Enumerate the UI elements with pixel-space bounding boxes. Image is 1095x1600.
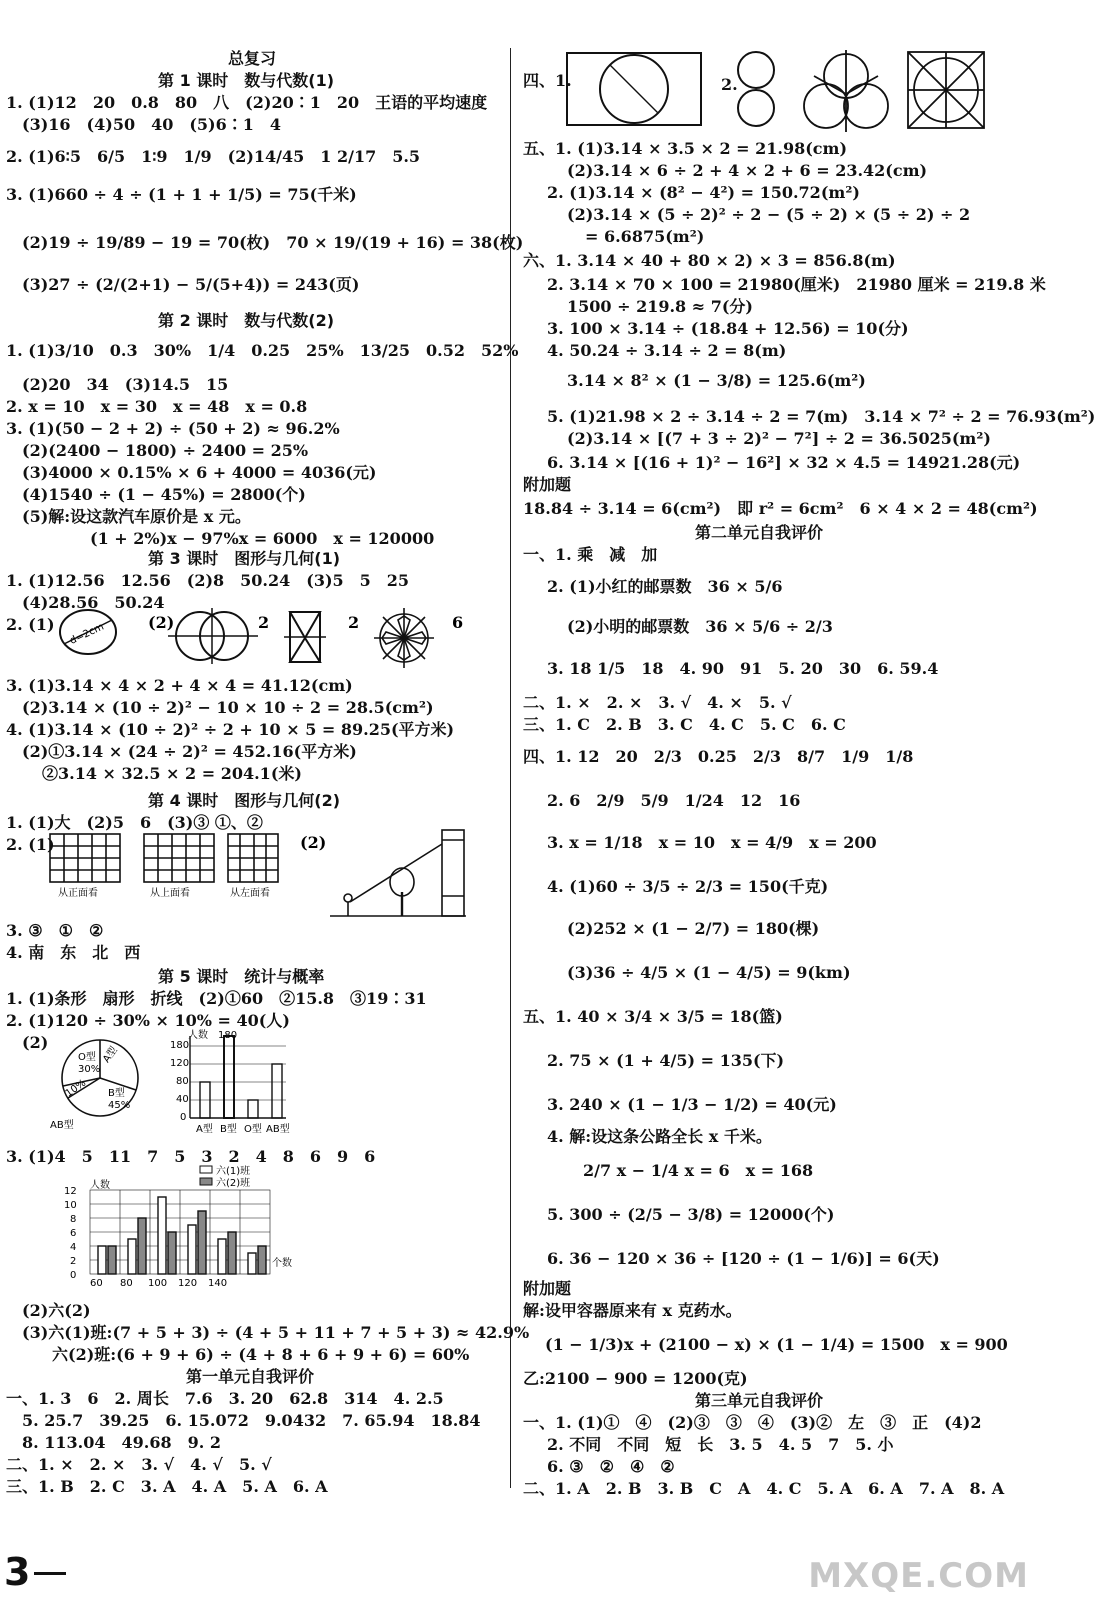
answer-line: 二、1. A 2. B 3. B C A 4. C 5. A 6. A 7. A 8. A [523, 1479, 1005, 1498]
bar-cat-b: B型 [220, 1124, 237, 1135]
svg-text:140: 140 [208, 1278, 228, 1289]
page-number-rule [34, 1572, 66, 1575]
section-heading: 总复习 [228, 49, 277, 68]
answer-line: 五、1. (1)3.14 × 3.5 × 2 = 21.98(cm) [523, 139, 848, 158]
legend-class-1: 六(1)班 [216, 1166, 251, 1177]
answer-line: (3)36 ÷ 4/5 × (1 − 4/5) = 9(km) [567, 963, 851, 982]
answer-line: (4)1540 ÷ (1 − 45%) = 2800(个) [22, 485, 306, 504]
answer-line: 5. 300 ÷ (2/5 − 3/8) = 12000(个) [547, 1205, 835, 1224]
bar-cat-ab: AB型 [266, 1124, 290, 1135]
answer-line: 5. (1)21.98 × 2 ÷ 3.14 ÷ 2 = 7(m) 3.14 × 7² ÷ 2 = 76.93(m²) [547, 407, 1095, 426]
answer-line: (3)16 (4)50 40 (5)6∶1 4 [22, 115, 282, 134]
answer-line: 6. 3.14 × [(16 + 1)² − 16²] × 32 × 4.5 = 14921.28(元) [547, 453, 1021, 472]
answer-line: (2)(2400 − 1800) ÷ 2400 = 25% [22, 441, 309, 460]
left-view-label: 从左面看 [230, 888, 270, 899]
answer-line: 四、1. [523, 71, 572, 90]
answer-line: (3)4000 × 0.15% × 6 + 4000 = 4036(元) [22, 463, 377, 482]
three-view-grids [50, 830, 490, 922]
answer-line: 2. (1)120 ÷ 30% × 10% = 40(人) [6, 1011, 290, 1030]
circle-diameter-figure [60, 610, 116, 654]
pie-pct-ab: 10% [63, 1077, 89, 1100]
answer-line: (1 − 1/3)x + (2100 − x) × (1 − 1/4) = 1500 x = 900 [545, 1335, 1008, 1354]
watermark: MXQE.COM [808, 1556, 1029, 1596]
answer-line: (2)小明的邮票数 36 × 5/6 ÷ 2/3 [567, 617, 833, 636]
answer-line: 3. 240 × (1 − 1/3 − 1/2) = 40(元) [547, 1095, 837, 1114]
answer-line: 3. (1)3.14 × 4 × 2 + 4 × 4 = 41.12(cm) [6, 676, 353, 695]
answer-line: 4. (1)3.14 × (10 ÷ 2)² ÷ 2 + 10 × 5 = 89.25(平方米) [6, 720, 455, 739]
svg-text:80: 80 [120, 1278, 133, 1289]
answer-line: 2. 75 × (1 + 4/5) = 135(下) [547, 1051, 785, 1070]
answer-line: 4. 解:设这条公路全长 x 千米。 [547, 1127, 772, 1146]
answer-line: 8. 113.04 49.68 9. 2 [22, 1433, 222, 1452]
section-heading: 第 1 课时 数与代数(1) [158, 71, 335, 90]
answer-line: 三、1. B 2. C 3. A 4. A 5. A 6. A [6, 1477, 328, 1496]
svg-text:80: 80 [176, 1076, 189, 1087]
answer-line: (3)六(1)班:(7 + 5 + 3) ÷ (4 + 5 + 11 + 7 + 5 + 3) ≈ 42.9% [22, 1323, 530, 1342]
blood-type-charts [50, 1030, 330, 1148]
answer-line: 一、1. 3 6 2. 周长 7.6 3. 20 62.8 314 4. 2.5 [6, 1389, 444, 1408]
answer-line: 四、1. 12 20 2/3 0.25 2/3 8/7 1/9 1/8 [523, 747, 914, 766]
answer-line: (1 + 2%)x − 97%x = 6000 x = 120000 [90, 529, 435, 548]
answer-line: 1. (1)12.56 12.56 (2)8 50.24 (3)5 5 25 [6, 571, 410, 590]
answer-line: (2)3.14 × [(7 + 3 ÷ 2)² − 7²] ÷ 2 = 36.5025(m²) [567, 429, 991, 448]
column-divider [510, 48, 511, 1488]
star-of-david-figure [284, 612, 326, 662]
answer-line: 2. (1) [6, 835, 55, 854]
answer-line: 六(2)班:(6 + 9 + 6) ÷ (4 + 8 + 6 + 9 + 6) = 60% [52, 1345, 470, 1364]
svg-text:100: 100 [148, 1278, 168, 1289]
svg-text:0: 0 [180, 1112, 187, 1123]
answer-line: 附加题 [523, 1279, 572, 1298]
grid-front-view [50, 834, 120, 882]
answer-line: 3. 18 1/5 18 4. 90 91 5. 20 30 6. 59.4 [547, 659, 939, 678]
q2-label: (2) [148, 613, 175, 632]
answer-line: 6. ③ ② ④ ② [547, 1457, 675, 1476]
svg-text:180: 180 [170, 1040, 190, 1051]
svg-text:120: 120 [170, 1058, 190, 1069]
svg-text:0: 0 [70, 1270, 77, 1281]
bar2-ylabel: 人数 [90, 1180, 110, 1191]
answer-line: 乙:2100 − 900 = 1200(克) [523, 1369, 748, 1388]
answer-line: 2. (1) [6, 615, 55, 634]
symmetry-figures [734, 50, 1030, 132]
svg-text:4: 4 [70, 1242, 77, 1253]
section-heading: 第三单元自我评价 [695, 1391, 824, 1410]
answer-line: 6. 36 − 120 × 36 ÷ [120 ÷ (1 − 1/6)] = 6(天) [547, 1249, 940, 1268]
answer-line: 3. (1)4 5 11 7 5 3 2 4 8 6 9 6 [6, 1147, 376, 1166]
answer-line: 三、1. C 2. B 3. C 4. C 5. C 6. C [523, 715, 846, 734]
bar-top-value: 180 [218, 1030, 238, 1041]
section-heading: 第 5 课时 统计与概率 [158, 967, 325, 986]
answer-line: 2/7 x − 1/4 x = 6 x = 168 [583, 1161, 814, 1180]
pie-label-ab: AB型 [50, 1120, 74, 1131]
section-heading: 第一单元自我评价 [186, 1367, 315, 1386]
svg-text:12: 12 [64, 1186, 77, 1197]
three-circles [804, 50, 888, 132]
flower-circle-figure [374, 608, 434, 668]
answer-line: (2)3.14 × 6 ÷ 2 + 4 × 2 + 6 = 23.42(cm) [567, 161, 928, 180]
overlapping-circles-figure [168, 608, 258, 664]
answer-line: 二、1. × 2. × 3. √ 4. √ 5. √ [6, 1455, 272, 1474]
answer-line: 2. [721, 75, 738, 94]
answer-line: 3. (1)660 ÷ 4 ÷ (1 + 1 + 1/5) = 75(千米) [6, 185, 357, 204]
blood-type-bar [190, 1036, 286, 1118]
answer-line: (3)27 ÷ (2/(2+1) − 5/(5+4)) = 243(页) [22, 275, 360, 294]
top-view-label: 从上面看 [150, 888, 190, 899]
section-heading: 第二单元自我评价 [695, 523, 824, 542]
answer-line: 1. (1)条形 扇形 折线 (2)①60 ②15.8 ③19∶31 [6, 989, 427, 1008]
answer-line: 4. 50.24 ÷ 3.14 ÷ 2 = 8(m) [547, 341, 787, 360]
page-number: 3 [4, 1550, 31, 1594]
grid-top-view [144, 834, 214, 882]
answer-line: 1500 ÷ 219.8 ≈ 7(分) [567, 297, 754, 316]
q2-2-label: (2) [300, 833, 327, 852]
answer-line: 3. x = 1/18 x = 10 x = 4/9 x = 200 [547, 833, 877, 852]
q3-2-figures [58, 606, 478, 672]
answer-line: 2. (1)6∶5 6/5 1∶9 1/9 (2)14/45 1 2/17 5.5 [6, 147, 421, 166]
figure-eight [738, 52, 774, 126]
symmetry-count-2: 2 [348, 613, 360, 632]
answer-line: 3. ③ ① ② [6, 921, 104, 940]
answer-line: 2. 6 2/9 5/9 1/24 12 16 [547, 791, 801, 810]
svg-text:60: 60 [90, 1278, 103, 1289]
svg-text:8: 8 [70, 1214, 77, 1225]
bar-cat-o: O型 [244, 1124, 262, 1135]
section-heading: 第 4 课时 图形与几何(2) [148, 791, 341, 810]
pie-pct-o: 30% [78, 1064, 101, 1075]
legend-class-2: 六(2)班 [216, 1178, 251, 1189]
section-heading: 第 2 课时 数与代数(2) [158, 311, 335, 330]
answer-line: 一、1. (1)① ④ (2)③ ③ ④ (3)② 左 ③ 正 (4)2 [523, 1413, 982, 1432]
answer-line: 3. 100 × 3.14 ÷ (18.84 + 12.56) = 10(分) [547, 319, 909, 338]
answer-line: 4. 南 东 北 西 [6, 943, 141, 962]
answer-line: 3.14 × 8² × (1 − 3/8) = 125.6(m²) [567, 371, 866, 390]
svg-text:2: 2 [70, 1256, 77, 1267]
section-heading: 第 3 课时 图形与几何(1) [148, 549, 341, 568]
symmetry-count-3: 6 [452, 613, 464, 632]
answer-line: = 6.6875(m²) [585, 227, 705, 246]
answer-line: (2)19 ÷ 19/89 − 19 = 70(枚) 70 × 19/(19 + 16) = 38(枚) [22, 233, 524, 252]
answer-line: 5. 25.7 39.25 6. 15.072 9.0432 7. 65.94 18.84 [22, 1411, 481, 1430]
answer-line: 六、1. 3.14 × 40 + 80 × 2) × 3 = 856.8(m) [523, 251, 896, 270]
d-label: d=2cm [68, 621, 106, 647]
answer-line: (2) [22, 1033, 49, 1052]
answer-line: 一、1. 乘 减 加 [523, 545, 658, 564]
symmetry-count-1: 2 [258, 613, 270, 632]
front-view-label: 从正面看 [58, 888, 98, 899]
class-bar-chart [60, 1166, 300, 1296]
circle-in-rectangle-figure [566, 52, 702, 128]
answer-line: 18.84 ÷ 3.14 = 6(cm²) 即 r² = 6cm² 6 × 4 × 2 = 48(cm²) [523, 499, 1038, 518]
bar2-xlabel: 个数 [272, 1258, 292, 1269]
answer-line: 2. (1)小红的邮票数 36 × 5/6 [547, 577, 783, 596]
svg-text:40: 40 [176, 1094, 189, 1105]
svg-text:6: 6 [70, 1228, 77, 1239]
square-circle [908, 52, 984, 128]
answer-line: (2)3.14 × (5 ÷ 2)² ÷ 2 − (5 ÷ 2) × (5 ÷ 2) ÷ 2 [567, 205, 971, 224]
answer-line: (2)六(2) [22, 1301, 91, 1320]
answer-line: (2)20 34 (3)14.5 15 [22, 375, 229, 394]
answer-line: (5)解:设这款汽车原价是 x 元。 [22, 507, 251, 526]
pie-pct-b: 45% [108, 1100, 131, 1111]
bar-ylabel: 人数 [188, 1030, 208, 1041]
answer-line: 2. 不同 不同 短 长 3. 5 4. 5 7 5. 小 [547, 1435, 894, 1454]
answer-line: 4. (1)60 ÷ 3/5 ÷ 2/3 = 150(千克) [547, 877, 829, 896]
answer-line: 五、1. 40 × 3/4 × 3/5 = 18(篮) [523, 1007, 783, 1026]
answer-line: 2. (1)3.14 × (8² − 4²) = 150.72(m²) [547, 183, 860, 202]
tree-building-scene [330, 830, 466, 916]
answer-line: 2. x = 10 x = 30 x = 48 x = 0.8 [6, 397, 308, 416]
grid-left-view [228, 834, 278, 882]
answer-line: (4)28.56 50.24 [22, 593, 165, 612]
answer-line: ②3.14 × 32.5 × 2 = 204.1(米) [42, 764, 302, 783]
answer-line: 解:设甲容器原来有 x 克药水。 [523, 1301, 742, 1320]
svg-text:120: 120 [178, 1278, 198, 1289]
pie-label-a: A型 [101, 1044, 120, 1065]
answer-line: (2)①3.14 × (24 ÷ 2)² = 452.16(平方米) [22, 742, 357, 761]
answer-line: 2. 3.14 × 70 × 100 = 21980(厘米) 21980 厘米 = 219.8 米 [547, 275, 1046, 294]
pie-label-b: B型 [108, 1088, 125, 1099]
answer-line: 1. (1)3/10 0.3 30% 1/4 0.25 25% 13/25 0.52 52% [6, 341, 519, 360]
answer-line: 1. (1)大 (2)5 6 (3)③ ①、② [6, 813, 263, 832]
answer-line: 附加题 [523, 475, 572, 494]
answer-line: (2)3.14 × (10 ÷ 2)² − 10 × 10 ÷ 2 = 28.5(cm²) [22, 698, 434, 717]
bar-cat-a: A型 [196, 1124, 213, 1135]
answer-line: (2)252 × (1 − 2/7) = 180(棵) [567, 919, 820, 938]
svg-text:10: 10 [64, 1200, 77, 1211]
pie-label-o: O型 [78, 1052, 96, 1063]
answer-line: 1. (1)12 20 0.8 80 八 (2)20∶1 20 王语的平均速度 [6, 93, 488, 112]
answer-line: 3. (1)(50 − 2 + 2) ÷ (50 + 2) ≈ 96.2% [6, 419, 340, 438]
answer-line: 二、1. × 2. × 3. √ 4. × 5. √ [523, 693, 792, 712]
